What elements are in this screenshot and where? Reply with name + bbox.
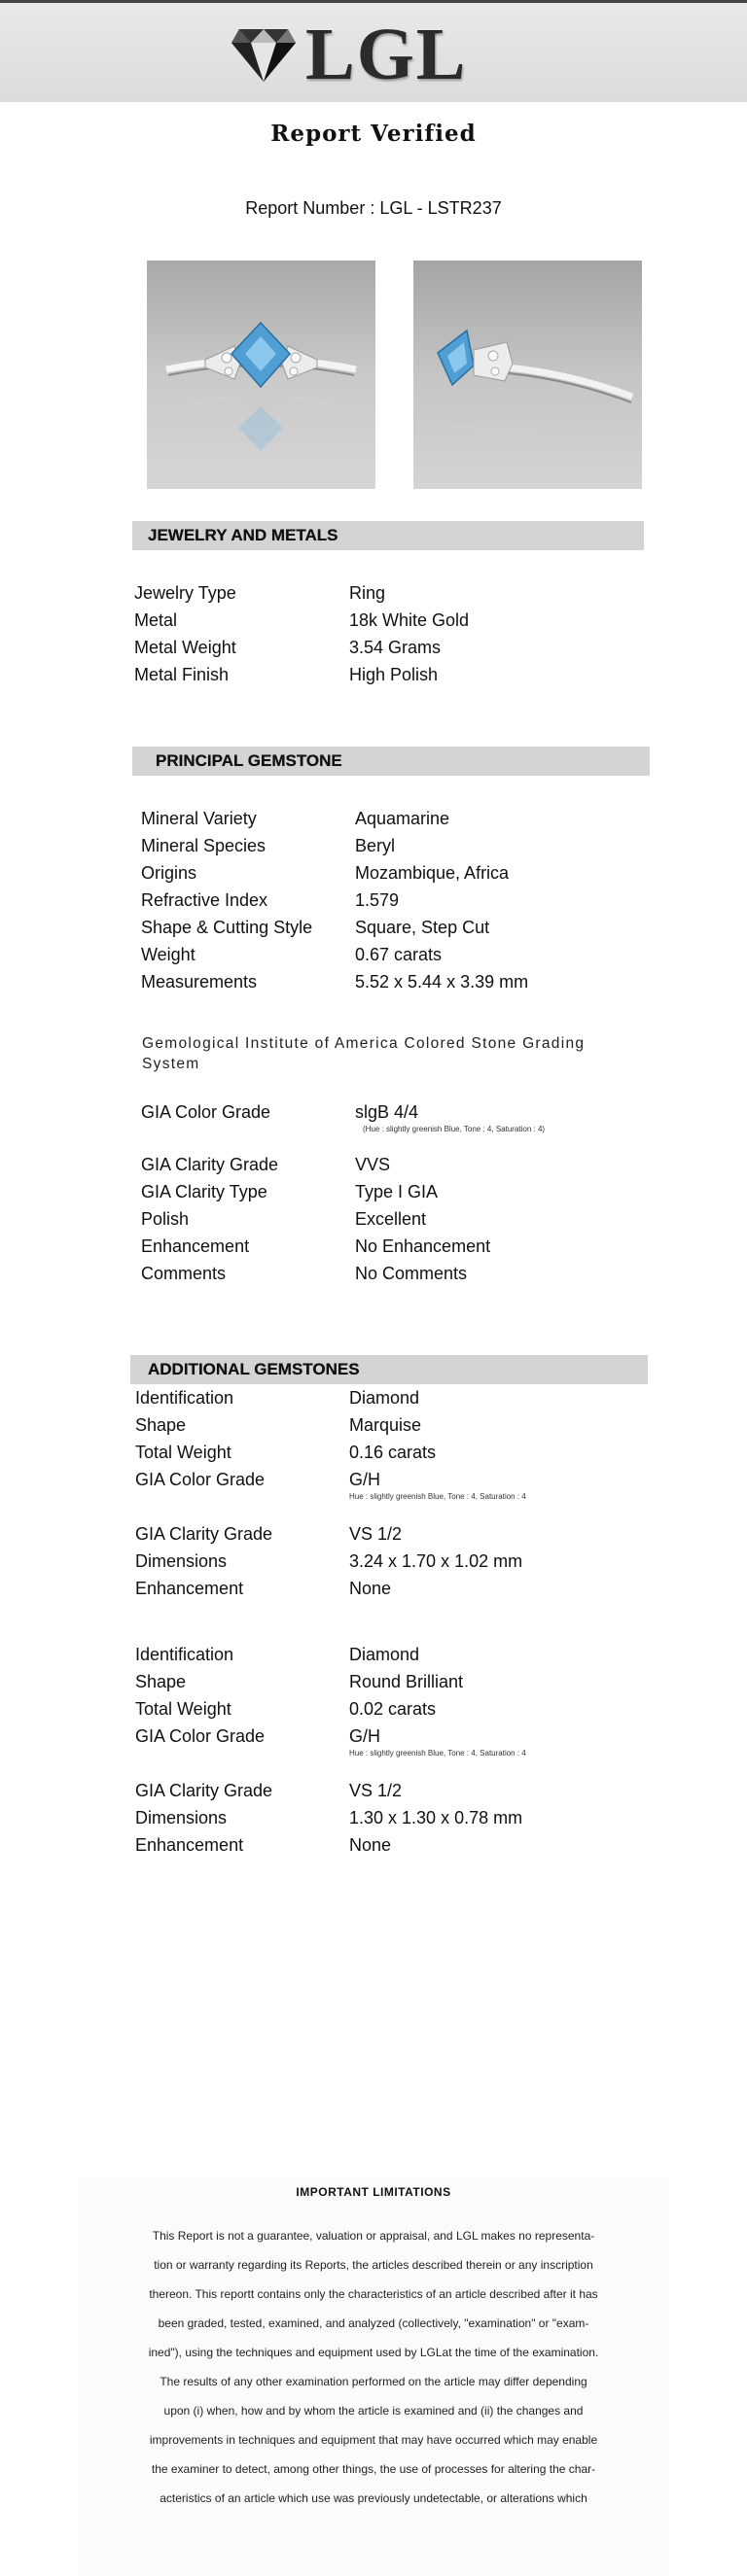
row-value: VVS xyxy=(355,1155,391,1174)
row-label: Metal xyxy=(134,610,178,630)
table-row xyxy=(135,1781,641,1808)
table-row xyxy=(135,1672,641,1699)
principal-color-grade xyxy=(141,1102,647,1155)
table-row xyxy=(135,1726,641,1781)
table-row xyxy=(135,1551,641,1579)
row-value: Excellent xyxy=(355,1209,427,1229)
row-label: Enhancement xyxy=(141,1236,250,1256)
section-principal-gemstone: PRINCIPAL GEMSTONE xyxy=(132,747,650,776)
row-label: GIA Clarity Grade xyxy=(135,1781,273,1800)
table-row xyxy=(134,638,640,665)
row-value: None xyxy=(349,1579,392,1598)
row-label: Metal Finish xyxy=(134,665,230,684)
row-label: Shape xyxy=(135,1672,187,1691)
row-label: Mineral Species xyxy=(141,836,267,855)
row-label: GIA Color Grade xyxy=(135,1470,266,1489)
row-label: Jewelry Type xyxy=(134,583,236,603)
limitations-line: ined"), using the techniques and equipment used by LGLat the time of the examination. xyxy=(148,2346,599,2359)
table-row xyxy=(135,1579,641,1606)
diamond-logo-icon xyxy=(230,25,298,84)
row-label: GIA Clarity Grade xyxy=(135,1524,273,1544)
table-row xyxy=(141,1102,647,1155)
row-value: G/H xyxy=(349,1726,381,1746)
row-value: 3.24 x 1.70 x 1.02 mm xyxy=(349,1551,523,1571)
ring-photo-front xyxy=(147,261,375,489)
row-value: 0.67 carats xyxy=(355,945,443,964)
row-label: Shape xyxy=(135,1415,187,1435)
row-label: Identification xyxy=(135,1645,234,1664)
report-title: Report Verified xyxy=(270,121,477,147)
section-jewelry-and-metals: JEWELRY AND METALS xyxy=(132,521,644,550)
table-row xyxy=(134,665,640,692)
limitations-line: thereon. This reportt contains only the characteristics of an article described after it has xyxy=(149,2287,598,2301)
table-row xyxy=(141,918,647,945)
table-row xyxy=(141,972,647,999)
row-label: GIA Color Grade xyxy=(141,1102,271,1122)
additional-stone-2 xyxy=(135,1645,641,1862)
row-value: Round Brilliant xyxy=(349,1672,464,1691)
row-label: Comments xyxy=(141,1264,227,1283)
row-label: Identification xyxy=(135,1388,234,1408)
limitations-title: IMPORTANT LIMITATIONS xyxy=(296,2185,451,2199)
table-row xyxy=(141,1155,647,1182)
row-label: Metal Weight xyxy=(134,638,236,657)
report-number: Report Number : LGL - LSTR237 xyxy=(245,198,502,218)
row-value: 1.30 x 1.30 x 0.78 mm xyxy=(349,1808,523,1828)
row-value: None xyxy=(349,1835,392,1855)
row-value: Aquamarine xyxy=(355,809,450,828)
table-row xyxy=(134,583,640,610)
row-value: Type I GIA xyxy=(355,1182,439,1201)
row-value: Marquise xyxy=(349,1415,422,1435)
logo-text: LGL xyxy=(305,14,468,95)
limitations-line: the examiner to detect, among other things, the use of processes for altering the char- xyxy=(151,2462,596,2476)
table-row xyxy=(135,1415,641,1443)
principal-table xyxy=(141,809,647,999)
table-row xyxy=(135,1524,641,1551)
hue-note: Hue : slightly greenish Blue, Tone : 4, Saturation : 4 xyxy=(349,1749,526,1758)
table-row xyxy=(141,809,647,836)
table-row xyxy=(135,1443,641,1470)
row-value: Diamond xyxy=(349,1388,420,1408)
row-label: Total Weight xyxy=(135,1699,231,1719)
table-row xyxy=(141,1264,647,1291)
row-value: No Comments xyxy=(355,1264,468,1283)
row-value: High Polish xyxy=(349,665,439,684)
table-row xyxy=(141,1236,647,1264)
table-row xyxy=(134,610,640,638)
table-row xyxy=(135,1645,641,1672)
table-row xyxy=(141,836,647,863)
table-row xyxy=(141,863,647,890)
limitations-line: improvements in techniques and equipment that may have occurred which may enable xyxy=(149,2433,598,2447)
color-grade-cell xyxy=(355,1102,545,1133)
row-value: 5.52 x 5.44 x 3.39 mm xyxy=(355,972,529,992)
limitations-text xyxy=(97,2226,650,2518)
row-label: Origins xyxy=(141,863,197,883)
additional-stone-1 xyxy=(135,1388,641,1606)
row-label: Shape & Cutting Style xyxy=(141,918,313,937)
row-label: Dimensions xyxy=(135,1551,228,1571)
row-label: Polish xyxy=(141,1209,190,1229)
row-value: 0.02 carats xyxy=(349,1699,437,1719)
color-grade-cell xyxy=(349,1726,526,1758)
principal-table-2 xyxy=(141,1155,647,1291)
row-value: Square, Step Cut xyxy=(355,918,490,937)
row-value: G/H xyxy=(349,1470,381,1489)
row-value: Ring xyxy=(349,583,386,603)
row-value: VS 1/2 xyxy=(349,1781,403,1800)
row-label: GIA Clarity Grade xyxy=(141,1155,279,1174)
table-row xyxy=(135,1808,641,1835)
row-label: Mineral Variety xyxy=(141,809,257,828)
hue-note: (Hue : slightly greenish Blue, Tone : 4, Saturation : 4) xyxy=(363,1125,546,1133)
gia-system-title: Gemological Institute of America Colored Stone Grading System xyxy=(142,1035,586,1072)
row-value: 18k White Gold xyxy=(349,610,470,630)
row-label: Weight xyxy=(141,945,196,964)
row-value: Mozambique, Africa xyxy=(355,863,510,883)
limitations-line: This Report is not a guarantee, valuation or appraisal, and LGL makes no representa- xyxy=(152,2229,595,2243)
table-row xyxy=(141,1209,647,1236)
row-label: Dimensions xyxy=(135,1808,228,1828)
row-value: 0.16 carats xyxy=(349,1443,437,1462)
table-row xyxy=(141,890,647,918)
row-value: 3.54 Grams xyxy=(349,638,442,657)
table-row xyxy=(141,945,647,972)
limitations-line: The results of any other examination performed on the article may differ depending xyxy=(160,2375,587,2388)
lgl-logo[interactable] xyxy=(230,14,468,95)
row-value: Beryl xyxy=(355,836,396,855)
limitations-line: tion or warranty regarding its Reports, the articles described therein or any inscription xyxy=(154,2258,593,2272)
row-label: Enhancement xyxy=(135,1835,244,1855)
table-row xyxy=(135,1388,641,1415)
color-grade-cell xyxy=(349,1470,526,1501)
row-value: 1.579 xyxy=(355,890,400,910)
limitations-line: been graded, tested, examined, and analyzed (collectively, "examination" or "exam- xyxy=(158,2316,589,2330)
row-label: Total Weight xyxy=(135,1443,231,1462)
row-value: slgB 4/4 xyxy=(355,1102,419,1122)
row-label: Refractive Index xyxy=(141,890,268,910)
limitations-line: upon (i) when, how and by whom the article is examined and (ii) the changes and xyxy=(163,2404,584,2418)
limitations-line: acteristics of an article which use was previously undetectable, or alterations which xyxy=(160,2491,587,2505)
section-additional-gemstones: ADDITIONAL GEMSTONES xyxy=(130,1355,648,1384)
table-row xyxy=(135,1470,641,1524)
table-row xyxy=(135,1699,641,1726)
row-value: No Enhancement xyxy=(355,1236,491,1256)
table-row xyxy=(135,1835,641,1862)
jewelry-table xyxy=(134,583,640,692)
ring-photo-side xyxy=(413,261,642,489)
site-header xyxy=(0,3,747,102)
hue-note: Hue : slightly greenish Blue, Tone : 4, Saturation : 4 xyxy=(349,1492,526,1501)
table-row xyxy=(141,1182,647,1209)
row-value: Diamond xyxy=(349,1645,420,1664)
row-label: Enhancement xyxy=(135,1579,244,1598)
row-value: VS 1/2 xyxy=(349,1524,403,1544)
row-label: GIA Color Grade xyxy=(135,1726,266,1746)
row-label: GIA Clarity Type xyxy=(141,1182,267,1201)
row-label: Measurements xyxy=(141,972,258,992)
